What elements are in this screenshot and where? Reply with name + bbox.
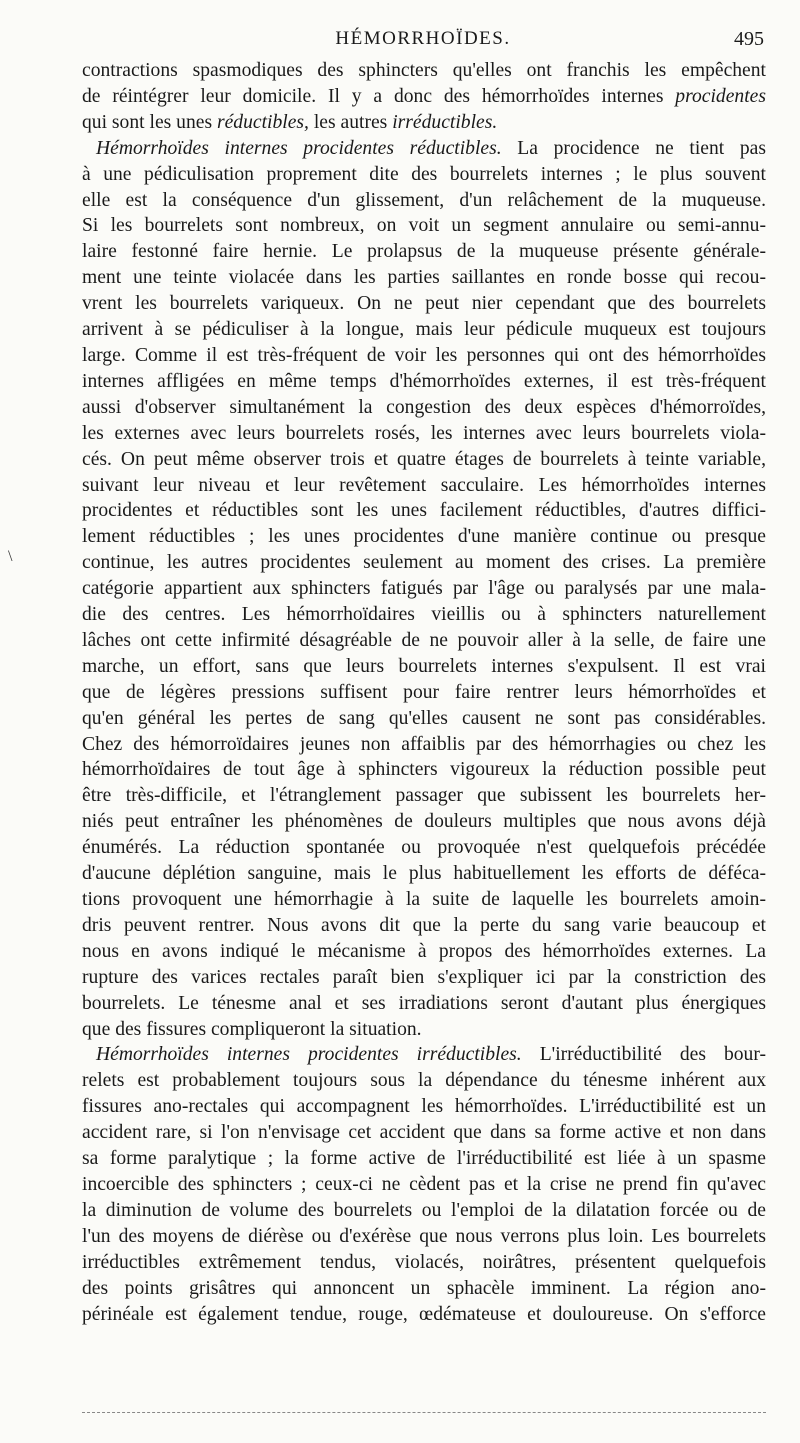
text-run: catégorie appartient aux sphincters fatigués par l'âge ou paralysés par une mala- [82,578,766,600]
text-run: cés. On peut même observer trois et quatre étages de bourrelets à teinte variable, [82,448,766,470]
text-line [82,1017,766,1043]
text-line [82,783,766,809]
text-line [82,188,766,214]
text-line [82,602,766,628]
text-run: être très-difficile, et l'étranglement passager que subissent les bourrelets her- [82,785,766,807]
text-line [82,965,766,991]
text-line [82,447,766,473]
text-run: irréductibles extrêmement tendus, violacés, noirâtres, présentent quelquefois [82,1251,766,1273]
italic-run: irréductibles. [392,111,498,133]
text-run: procidentes et réductibles sont les unes facilement réductibles, d'autres diffici- [82,500,766,522]
italic-run: Hémorrhoïdes internes procidentes irréductibles. [96,1044,522,1066]
text-line [82,162,766,188]
text-run: L'irréductibilité des bour- [521,1044,767,1066]
text-line [82,913,766,939]
text-line [82,1094,766,1120]
text-line [82,136,766,162]
text-line [82,654,766,680]
text-run: elle est la conséquence d'un glissement, d'un relâchement de la muqueuse. [82,189,766,211]
text-run: tions provoquent une hémorrhagie à la suite de laquelle les bourrelets amoin- [82,889,766,910]
text-run: aussi d'observer simultanément la congestion des deux espèces d'hémorroïdes, [82,396,766,418]
text-run: vrent les bourrelets variqueux. On ne peut nier cependant que des bourrelets [82,293,766,315]
text-run: qu'en général les pertes de sang qu'elles causent ne sont pas considérables. [82,707,766,729]
text-run: niés peut entraîner les phénomènes de douleurs multiples que nous avons déjà [82,811,766,833]
text-line [82,757,766,783]
text-run: à une pédiculisation proprement dite des bourrelets internes ; le plus souvent [82,163,766,185]
text-line [82,317,766,343]
text-line [82,1172,766,1198]
text-line [82,213,766,239]
text-run: des points grisâtres qui annoncent un sphacèle imminent. La région ano- [82,1277,766,1299]
text-line [82,1198,766,1224]
text-line [82,369,766,395]
text-line [82,1302,766,1328]
text-run: die des centres. Les hémorrhoïdaires vieillis ou à sphincters naturellement [82,604,766,626]
text-line [82,421,766,447]
text-line [82,991,766,1017]
text-run: la diminution de volume des bourrelets ou l'emploi de la dilatation forcée ou de [82,1199,766,1221]
text-run: lement réductibles ; les unes procidentes d'une manière continue ou presque [82,526,766,548]
text-line [82,809,766,835]
text-line [82,1276,766,1302]
text-line [82,1068,766,1094]
text-run: hémorrhoïdaires de tout âge à sphincters vigoureux la réduction possible peut [82,759,766,781]
text-line [82,265,766,291]
text-line [82,498,766,524]
text-line [82,1120,766,1146]
text-run: que des fissures compliqueront la situation. [82,1018,422,1040]
text-line [82,1250,766,1276]
footer-dotted-rule [82,1412,766,1413]
body-text [82,58,766,1327]
text-line [82,550,766,576]
page-header [82,28,764,54]
text-run: internes affligées en même temps d'hémorrhoïdes externes, il est très-fréquent [82,370,766,392]
text-run: bourrelets. Le ténesme anal et ses irradiations seront d'autant plus énergiques [82,992,766,1014]
text-run: incoercible des sphincters ; ceux-ci ne cèdent pas et la crise ne prend fin qu'avec [82,1173,766,1195]
text-run: Si les bourrelets sont nombreux, on voit un segment annulaire ou semi-annu- [82,215,766,237]
text-run: l'un des moyens de diérèse ou d'exérèse que nous verrons plus loin. Les bourrelets [82,1225,766,1247]
text-line [82,732,766,758]
text-line [82,861,766,887]
text-run: lâches ont cette infirmité désagréable de ne pouvoir aller à la selle, de faire une [82,629,766,651]
text-run: nous en avons indiqué le mécanisme à propos des hémorrhoïdes externes. La [82,940,766,962]
text-line [82,1042,766,1068]
text-line [82,84,766,110]
text-line [82,1146,766,1172]
text-line [82,887,766,913]
text-line [82,628,766,654]
margin-mark: \ [8,548,13,565]
text-run: suivant leur niveau et leur revêtement sacculaire. Les hémorrhoïdes internes [82,474,766,496]
italic-run: Hémorrhoïdes internes procidentes réductibles. [96,137,502,159]
text-run: marche, un effort, sans que leurs bourrelets internes s'expulsent. Il est vrai [82,655,766,677]
text-run: énumérés. La réduction spontanée ou provoquée n'est quelquefois précédée [82,837,766,859]
text-line [82,110,766,136]
italic-run: procidentes [675,85,766,107]
text-line [82,291,766,317]
page-number: 495 [734,28,764,50]
text-run: rupture des varices rectales paraît bien s'expliquer ici par la constriction des [82,966,766,988]
text-line [82,1224,766,1250]
text-run: fissures ano-rectales qui accompagnent les hémorrhoïdes. L'irréductibilité est un [82,1096,766,1118]
text-run: sa forme paralytique ; la forme active de l'irréductibilité est liée à un spasme [82,1148,766,1170]
text-line [82,395,766,421]
text-run: les autres [308,111,393,133]
text-line [82,576,766,602]
text-run: que de légères pressions suffisent pour faire rentrer leurs hémorrhoïdes et [82,681,766,703]
text-run: relets est probablement toujours sous la dépendance du ténesme inhérent aux [82,1070,766,1092]
text-run: accident rare, si l'on n'envisage cet accident que dans sa forme active et non dans [82,1122,766,1144]
text-run: qui sont les unes [82,111,217,133]
text-line [82,680,766,706]
text-run: large. Comme il est très-fréquent de voir les personnes qui ont des hémorrhoïdes [82,344,766,366]
text-line [82,706,766,732]
text-run: d'aucune déplétion sanguine, mais le plus habituellement les efforts de déféca- [82,863,766,885]
text-run: laire festonné faire hernie. Le prolapsus de la muqueuse présente générale- [82,241,766,263]
text-run: La procidence ne tient pas [501,137,766,159]
text-run: les externes avec leurs bourrelets rosés, les internes avec leurs bourrelets viola- [82,422,766,444]
running-title: HÉMORRHOÏDES. [335,28,511,49]
text-run: dris peuvent rentrer. Nous avons dit que la perte du sang varie beaucoup et [82,914,766,936]
text-line [82,58,766,84]
text-line [82,473,766,499]
text-run: continue, les autres procidentes seulement au moment des crises. La première [82,552,766,574]
text-run: contractions spasmodiques des sphincters qu'elles ont franchis les empêchent [82,60,766,81]
text-line [82,939,766,965]
text-run: périnéale est également tendue, rouge, œdémateuse et douloureuse. On s'efforce [82,1303,766,1325]
text-run: de réintégrer leur domicile. Il y a donc des hémorrhoïdes internes [82,85,676,107]
text-run: Chez des hémorroïdaires jeunes non affaiblis par des hémorrhagies ou chez les [82,733,766,755]
text-line [82,239,766,265]
text-line [82,343,766,369]
text-run: arrivent à se pédiculiser à la longue, mais leur pédicule muqueux est toujours [82,319,766,341]
italic-run: réductibles, [216,111,309,133]
text-line [82,524,766,550]
text-line [82,835,766,861]
text-run: ment une teinte violacée dans les parties saillantes en ronde bosse qui recou- [82,267,766,289]
